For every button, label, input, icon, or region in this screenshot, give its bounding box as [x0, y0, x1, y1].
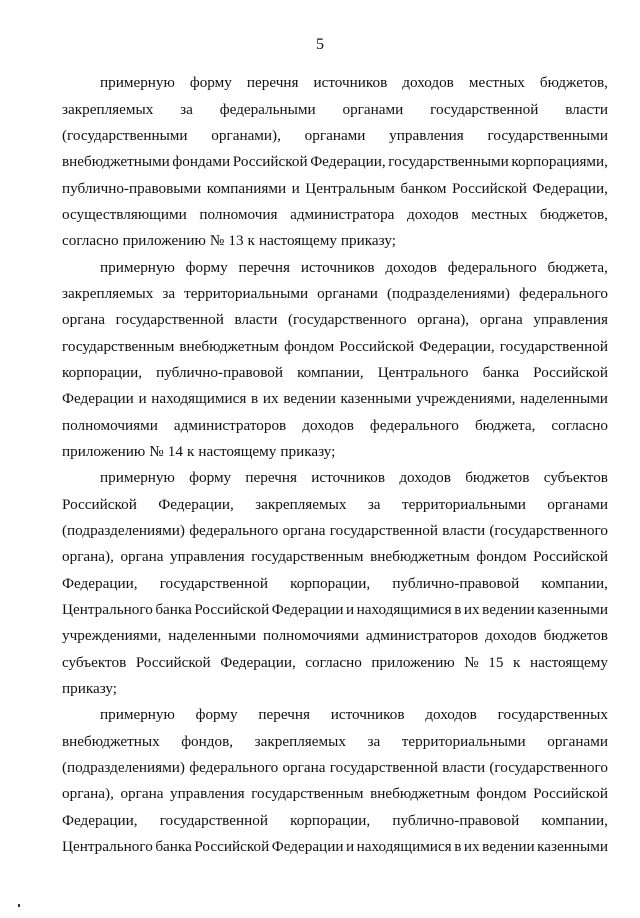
text-line: Российской Федерации, закрепляемых за территориальными органами — [62, 495, 608, 513]
text-line: публично-правовыми компаниями и Центральным банком Российской Федерации, — [62, 179, 608, 197]
text-line: приложению № 14 к настоящему приказу; — [62, 442, 336, 460]
text-line: субъектов Российской Федерации, согласно приложению № 15 к настоящему — [62, 653, 608, 671]
text-line: Центрального банка Российской Федерации и находящимися в их ведении казенными — [62, 838, 608, 856]
text-line: корпорации, публично-правовой компании, Центрального банка Российской — [62, 363, 608, 381]
text-line: органа), органа управления государственным внебюджетным фондом Российской — [62, 785, 608, 803]
text-line: примерную форму перечня источников доходов федерального бюджета, — [100, 258, 608, 276]
text-line: внебюджетных фондов, закрепляемых за территориальными органами — [62, 732, 608, 750]
text-line: примерную форму перечня источников доходов местных бюджетов, — [100, 74, 608, 92]
text-line: (государственными органами), органами управления государственными — [62, 126, 608, 144]
text-line: органа), органа управления государственным внебюджетным фондом Российской — [62, 548, 608, 566]
text-line: (подразделениями) федерального органа государственной власти (государственного — [62, 759, 608, 777]
text-line: Федерации, государственной корпорации, публично-правовой компании, — [62, 574, 608, 592]
page-number: 5 — [316, 36, 324, 53]
body-text — [62, 70, 608, 860]
text-line: Федерации и находящимися в их ведении казенными учреждениями, наделенными — [62, 390, 608, 408]
paragraph — [62, 702, 608, 860]
scan-mark — [18, 904, 20, 907]
text-line: осуществляющими полномочия администратора доходов местных бюджетов, — [62, 205, 608, 223]
text-line: Федерации, государственной корпорации, публично-правовой компании, — [62, 811, 608, 829]
paragraph — [62, 465, 608, 702]
text-line: государственным внебюджетным фондом Российской Федерации, государственной — [62, 337, 608, 355]
text-line: закрепляемых за территориальными органами (подразделениями) федерального — [62, 284, 608, 302]
text-line: учреждениями, наделенными полномочиями администраторов доходов бюджетов — [62, 627, 608, 645]
text-line: внебюджетными фондами Российской Федерации, государственными корпорациями, — [62, 153, 608, 171]
text-line: полномочиями администраторов доходов федерального бюджета, согласно — [62, 416, 608, 434]
text-line: согласно приложению № 13 к настоящему приказу; — [62, 232, 396, 250]
text-line: приказу; — [62, 680, 118, 698]
text-line: закрепляемых за федеральными органами государственной власти — [62, 100, 608, 118]
text-line: органа государственной власти (государственного органа), органа управления — [62, 311, 608, 329]
text-line: Центрального банка Российской Федерации и находящимися в их ведении казенными — [62, 601, 608, 619]
text-line: примерную форму перечня источников доходов государственных — [100, 706, 608, 724]
paragraph — [62, 254, 608, 465]
text-line: (подразделениями) федерального органа государственной власти (государственного — [62, 522, 608, 540]
text-line: примерную форму перечня источников доходов бюджетов субъектов — [100, 469, 608, 487]
paragraph — [62, 70, 608, 254]
